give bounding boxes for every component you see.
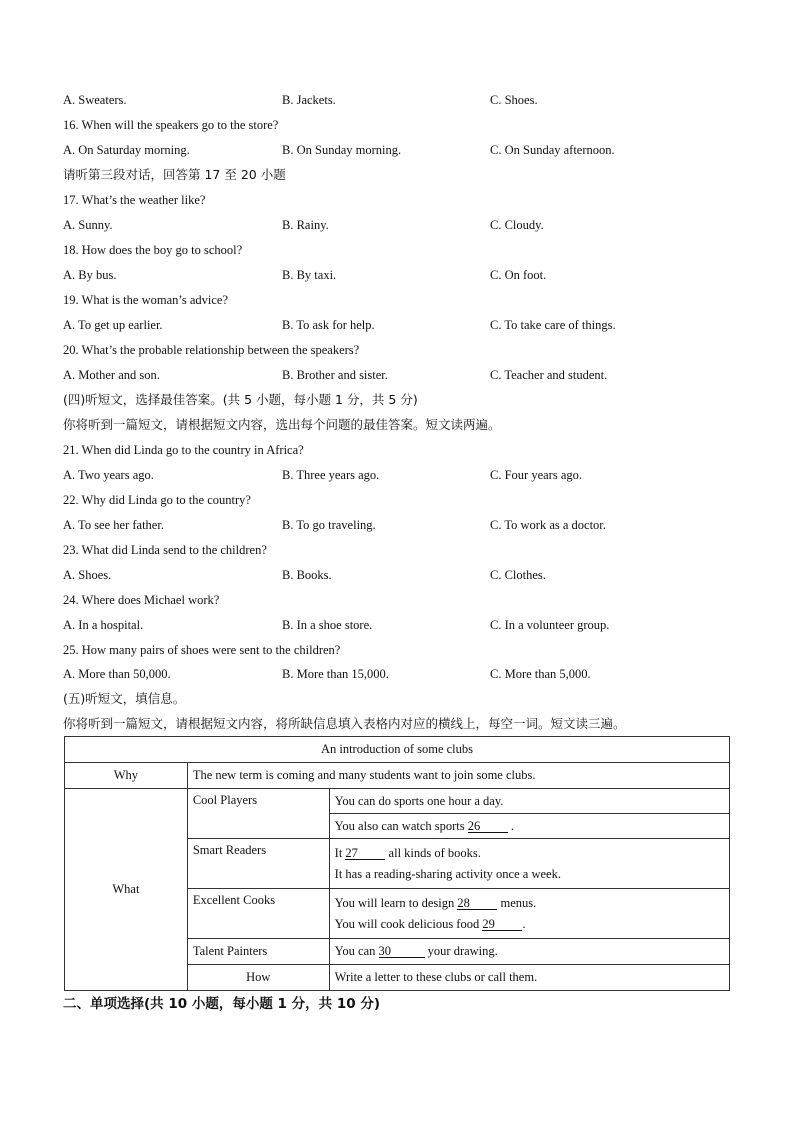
blank-29 [482, 917, 522, 931]
q16-option-a: A. On Saturday morning. [63, 143, 190, 157]
q25-option-a: A. More than 50,000. [63, 667, 171, 681]
part5-instruction: 你将听到一篇短文，请根据短文内容，将所缺信息填入表格内对应的横线上，每空一词。短文读三遍。 [63, 716, 626, 731]
q18-option-a: A. By bus. [63, 268, 117, 282]
club1-line2 [329, 814, 729, 839]
blank-26 [468, 819, 508, 833]
q22-option-c: C. To work as a doctor. [490, 518, 606, 532]
club2-line1-post: all kinds of books. [388, 845, 481, 860]
blank-29-number: 29 [482, 916, 495, 931]
blank-30-number: 30 [378, 944, 392, 958]
q19-option-b: B. To ask for help. [282, 318, 375, 332]
q17-option-b: B. Rainy. [282, 218, 329, 232]
q17-option-a: A. Sunny. [63, 218, 113, 232]
blank-30 [379, 944, 425, 958]
club2-line1 [335, 846, 724, 861]
q25-question: 25. How many pairs of shoes were sent to the children? [63, 643, 341, 657]
q19-question: 19. What is the woman’s advice? [63, 293, 229, 307]
clubs-info-table [64, 736, 730, 991]
how-label: How [187, 965, 329, 991]
q20-option-c: C. Teacher and student. [490, 368, 608, 382]
q21-option-c: C. Four years ago. [490, 468, 582, 482]
club3-line1-pre: You will learn to design [334, 895, 455, 910]
club-excellent-cooks: Excellent Cooks [187, 889, 329, 939]
why-text: The new term is coming and many students want to join some clubs. [187, 763, 729, 789]
part4-instruction: 你将听到一篇短文，请根据短文内容，选出每个问题的最佳答案。短文读两遍。 [63, 417, 501, 432]
club2-line2: It has a reading-sharing activity once a week. [334, 866, 561, 881]
q20-option-a: A. Mother and son. [63, 368, 160, 382]
club3-line2-post: . [522, 916, 526, 931]
club1-line2-pre: You also can watch sports [334, 818, 465, 833]
club3-line1-post: menus. [500, 895, 537, 910]
blank-28 [457, 896, 497, 910]
q25-option-c: C. More than 5,000. [490, 667, 591, 681]
q18-option-b: B. By taxi. [282, 268, 337, 282]
club2-line1-pre: It [334, 845, 343, 860]
club-smart-readers: Smart Readers [187, 839, 329, 889]
club3-text [329, 889, 729, 939]
club3-line2-pre: You will cook delicious food [334, 916, 480, 931]
q18-option-c: C. On foot. [490, 268, 547, 282]
q22-option-b: B. To go traveling. [282, 518, 376, 532]
club4-line-post: your drawing. [427, 944, 498, 958]
club-cool-players: Cool Players [187, 789, 329, 839]
q16-question: 16. When will the speakers go to the store? [63, 118, 279, 132]
q21-option-a: A. Two years ago. [63, 468, 154, 482]
q21-option-b: B. Three years ago. [282, 468, 380, 482]
blank-26-number: 26 [467, 818, 481, 833]
part5-title: (五)听短文，填信息。 [63, 691, 186, 706]
q20-question: 20. What’s the probable relationship between the speakers? [63, 343, 360, 357]
q18-question: 18. How does the boy go to school? [63, 243, 243, 257]
q23-option-c: C. Clothes. [490, 568, 546, 582]
q21-question: 21. When did Linda go to the country in Africa? [63, 443, 304, 457]
club4-line-pre: You can [334, 944, 376, 958]
q15-option-c: C. Shoes. [490, 93, 538, 107]
club1-line2-post: . [510, 818, 514, 833]
q17-option-c: C. Cloudy. [490, 218, 544, 232]
club-talent-painters: Talent Painters [187, 939, 329, 965]
q23-option-b: B. Books. [282, 568, 332, 582]
why-label: Why [65, 763, 188, 789]
part2-heading: 二、单项选择(共 10 小题，每小题 1 分，共 10 分) [63, 996, 381, 1012]
q17-question: 17. What’s the weather like? [63, 193, 206, 207]
q16-option-b: B. On Sunday morning. [282, 143, 402, 157]
how-text: Write a letter to these clubs or call them. [329, 965, 729, 991]
q19-option-a: A. To get up earlier. [63, 318, 163, 332]
q16-option-c: C. On Sunday afternoon. [490, 143, 615, 157]
q20-option-b: B. Brother and sister. [282, 368, 388, 382]
q25-option-b: B. More than 15,000. [282, 667, 389, 681]
q19-option-c: C. To take care of things. [490, 318, 616, 332]
q22-option-a: A. To see her father. [63, 518, 164, 532]
q15-option-a: A. Sweaters. [63, 93, 127, 107]
club3-line2 [335, 917, 724, 932]
club4-line [329, 939, 729, 965]
q24-option-a: A. In a hospital. [63, 618, 144, 632]
blank-27 [345, 846, 385, 860]
club3-line1 [335, 896, 724, 911]
what-label: What [65, 789, 188, 991]
q15-option-b: B. Jackets. [282, 93, 336, 107]
table-title: An introduction of some clubs [65, 737, 730, 763]
blank-27-number: 27 [345, 845, 358, 860]
q22-question: 22. Why did Linda go to the country? [63, 493, 251, 507]
q24-option-b: B. In a shoe store. [282, 618, 373, 632]
section3-instruction: 请听第三段对话，回答第 17 至 20 小题 [63, 167, 286, 182]
q23-option-a: A. Shoes. [63, 568, 112, 582]
q24-question: 24. Where does Michael work? [63, 593, 220, 607]
part4-title: (四)听短文，选择最佳答案。(共 5 小题，每小题 1 分，共 5 分) [63, 392, 418, 407]
q23-question: 23. What did Linda send to the children? [63, 543, 267, 557]
blank-28-number: 28 [457, 895, 470, 910]
club2-text [329, 839, 729, 889]
q24-option-c: C. In a volunteer group. [490, 618, 610, 632]
club1-line1: You can do sports one hour a day. [329, 789, 729, 814]
